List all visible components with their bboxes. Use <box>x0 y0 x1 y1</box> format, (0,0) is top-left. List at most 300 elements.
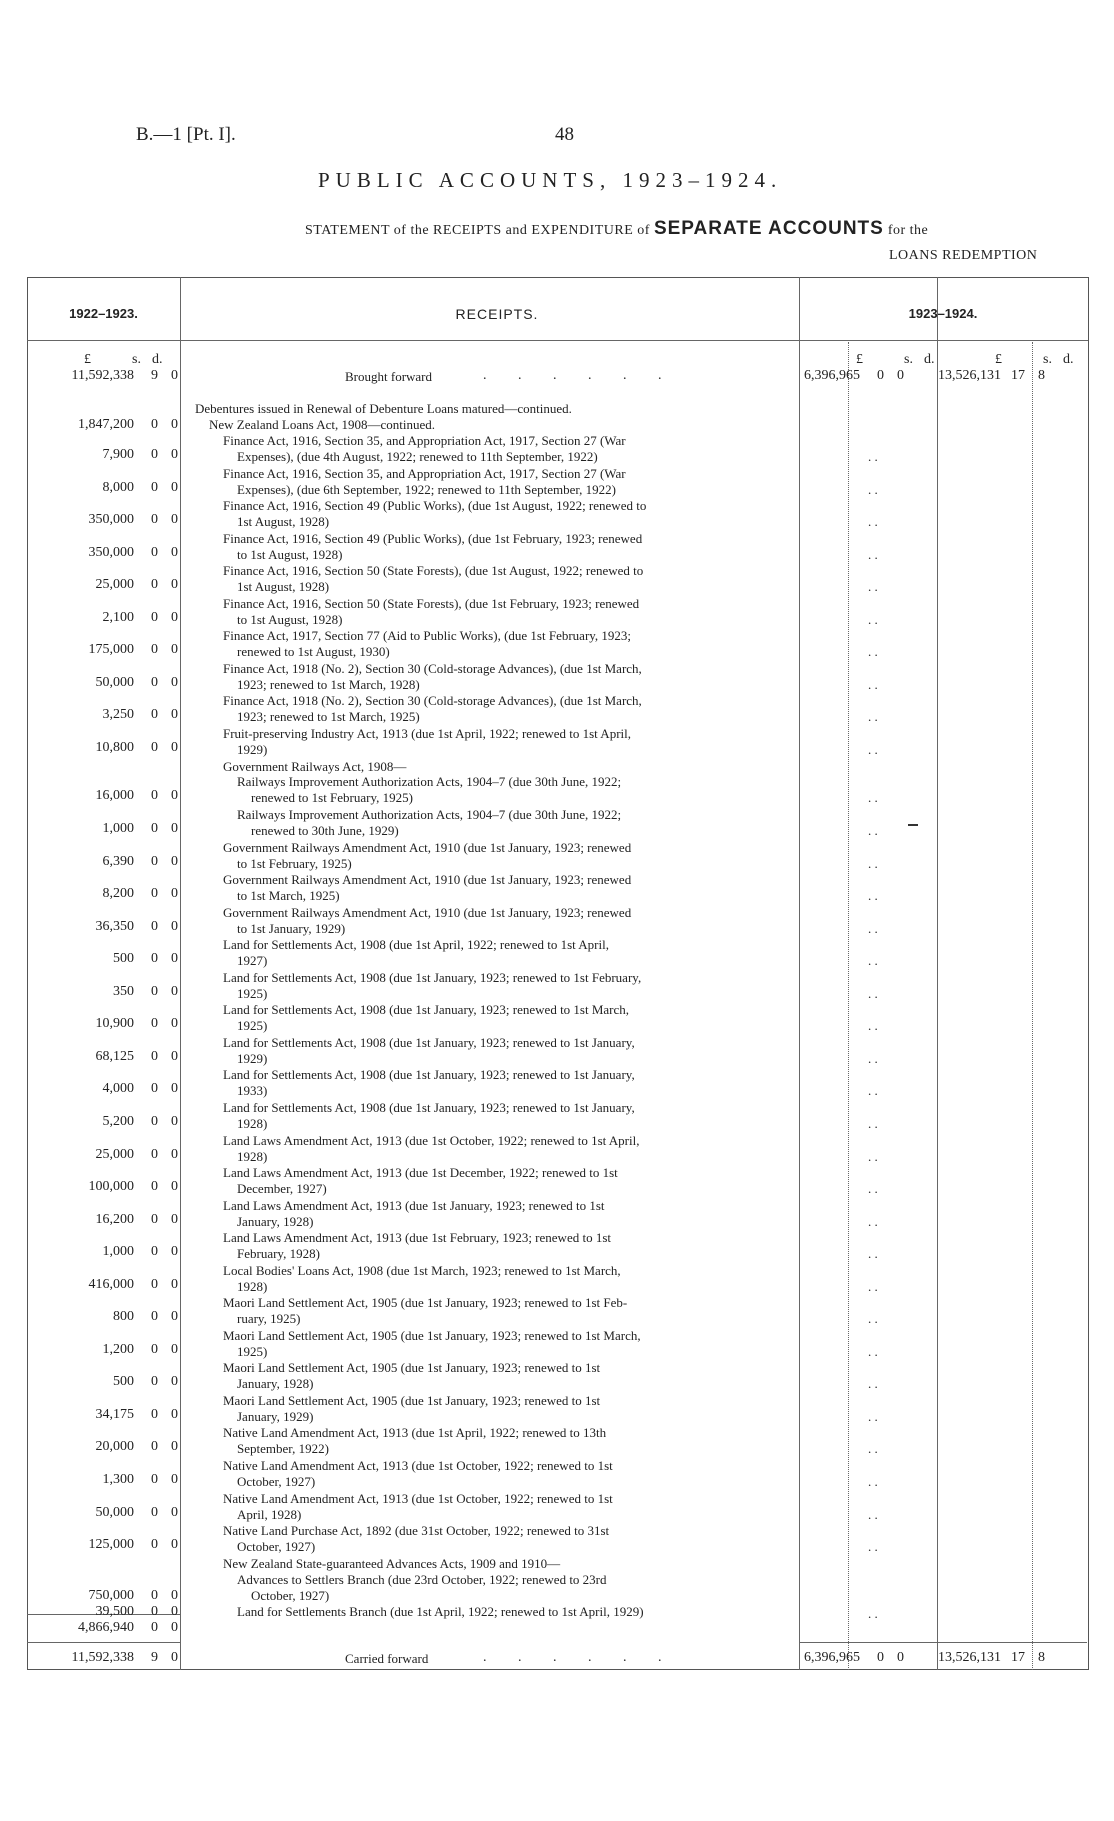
receipt-row <box>195 1458 787 1490</box>
brought-forward-mid-pounds: 6,396,965 <box>804 368 860 383</box>
receipt-row-line-a: Railways Improvement Authorization Acts, 1904–7 (due 30th June, 1922; <box>237 774 622 789</box>
receipt-row-line-a: Maori Land Settlement Act, 1905 (due 1st January, 1923; renewed to 1st Feb- <box>223 1295 628 1310</box>
receipt-row-marker: . . <box>868 1149 878 1164</box>
receipt-row-amount <box>30 1179 178 1195</box>
carried-forward-right-shillings: 17 <box>1011 1650 1025 1665</box>
receipt-row-line-b: 1923; renewed to 1st March, 1928) <box>237 677 420 692</box>
receipt-row-line-b: to 1st August, 1928) <box>237 612 343 627</box>
receipt-row <box>195 693 787 725</box>
receipt-row-marker: . . <box>868 709 878 724</box>
receipt-row <box>195 628 787 660</box>
receipt-row-amount-pounds: 10,900 <box>95 1016 134 1031</box>
receipt-row-amount-shillings: 0 <box>151 545 158 560</box>
receipt-row-line-a: Maori Land Settlement Act, 1905 (due 1st January, 1923; renewed to 1st <box>223 1393 601 1408</box>
receipt-row-line-a: Finance Act, 1916, Section 49 (Public Works), (due 1st August, 1922; renewed to <box>223 498 647 513</box>
brought-forward-right <box>897 368 1045 384</box>
receipt-row-amount-pence: 0 <box>171 854 178 869</box>
receipt-row-line-b: December, 1927) <box>237 1181 327 1196</box>
receipt-row-line-b: 1928) <box>237 1279 268 1294</box>
receipt-row-amount-shillings: 0 <box>151 919 158 934</box>
receipt-row <box>195 563 787 595</box>
receipt-row-amount <box>30 577 178 593</box>
nz-loans-total-pence: 0 <box>171 417 178 432</box>
receipt-row-amount-pence: 0 <box>171 984 178 999</box>
page-reference: B.—1 [Pt. I]. <box>136 124 236 145</box>
unit-pence-right: d. <box>1063 352 1074 367</box>
subtitle-post: for the <box>887 223 929 238</box>
receipt-row-amount-pence: 0 <box>171 1147 178 1162</box>
receipt-row-line-b: to 1st February, 1925) <box>237 856 352 871</box>
carried-forward-leader: . . . . . . <box>483 1650 676 1665</box>
subtitle-separate-accounts: SEPARATE ACCOUNTS <box>653 218 884 239</box>
receipt-row-amount <box>30 1374 178 1390</box>
receipt-row-marker: . . <box>868 1051 878 1066</box>
unit-pound-right: £ <box>995 352 1002 367</box>
advances-amount <box>30 1588 178 1604</box>
stray-dash-mark <box>908 824 918 826</box>
receipt-row-amount-pence: 0 <box>171 1505 178 1520</box>
receipt-row-marker: . . <box>868 888 878 903</box>
receipt-row-amount <box>30 1439 178 1455</box>
receipts-description <box>195 401 787 433</box>
receipt-row-line-a: Land for Settlements Act, 1908 (due 1st January, 1923; renewed to 1st January, <box>223 1100 635 1115</box>
receipt-row-amount <box>30 821 178 837</box>
receipt-row <box>195 905 787 937</box>
receipt-row-line-b: February, 1928) <box>237 1246 320 1261</box>
receipt-row-amount <box>30 1277 178 1293</box>
brought-forward-right-pence: 8 <box>1038 368 1045 383</box>
receipt-row-amount-pence: 0 <box>171 1537 178 1552</box>
receipt-row-amount-pounds: 16,000 <box>95 788 134 803</box>
receipt-row-line-a: Local Bodies' Loans Act, 1908 (due 1st March, 1923; renewed to 1st March, <box>223 1263 621 1278</box>
receipt-row-line-a: Land for Settlements Act, 1908 (due 1st January, 1923; renewed to 1st January, <box>223 1035 635 1050</box>
receipt-row <box>195 1263 787 1295</box>
receipt-row-marker: . . <box>868 612 878 627</box>
receipt-row-amount-shillings: 0 <box>151 480 158 495</box>
receipt-row-amount-pence: 0 <box>171 1114 178 1129</box>
receipt-row-amount-pence: 0 <box>171 545 178 560</box>
nz-guaranteed-heading: New Zealand State-guaranteed Advances Acts, 1909 and 1910— <box>223 1556 561 1571</box>
receipt-row-marker: . . <box>868 953 878 968</box>
receipt-row-line-a: Government Railways Amendment Act, 1910 (due 1st January, 1923; renewed <box>223 872 632 887</box>
receipt-row-line-a: Maori Land Settlement Act, 1905 (due 1st January, 1923; renewed to 1st <box>223 1360 601 1375</box>
receipt-row-marker: . . <box>868 921 878 936</box>
receipt-row-amount <box>30 1114 178 1130</box>
col-divider-right <box>937 277 938 1670</box>
receipt-row-amount-shillings: 0 <box>151 1081 158 1096</box>
receipt-row-amount-shillings: 0 <box>151 1016 158 1031</box>
receipt-row <box>195 726 787 758</box>
receipt-row-marker: . . <box>868 1409 878 1424</box>
receipt-row <box>195 1198 787 1230</box>
receipt-row-amount-shillings: 0 <box>151 1244 158 1259</box>
receipt-row-marker: . . <box>868 1214 878 1229</box>
receipt-row-marker: . . <box>868 790 878 805</box>
receipt-row-amount <box>30 1472 178 1488</box>
receipt-row-amount-pounds: 350,000 <box>88 545 134 560</box>
receipt-row <box>195 1393 787 1425</box>
receipt-row-amount-shillings: 0 <box>151 1212 158 1227</box>
receipt-row-amount-pounds: 175,000 <box>88 642 134 657</box>
receipt-row <box>195 1295 787 1327</box>
receipt-row-amount-pounds: 36,350 <box>95 919 134 934</box>
receipt-row-amount-pounds: 8,200 <box>102 886 134 901</box>
receipt-row-line-a: Maori Land Settlement Act, 1905 (due 1st January, 1923; renewed to 1st March, <box>223 1328 641 1343</box>
receipt-row-amount-pence: 0 <box>171 919 178 934</box>
receipt-row-line-a: Railways Improvement Authorization Acts, 1904–7 (due 30th June, 1922; <box>237 807 622 822</box>
receipt-row-amount-pounds: 350,000 <box>88 512 134 527</box>
receipt-row-amount-pounds: 50,000 <box>95 675 134 690</box>
carried-forward-left <box>30 1650 178 1666</box>
receipt-row-line-a: Finance Act, 1917, Section 77 (Aid to Public Works), (due 1st February, 1923; <box>223 628 632 643</box>
receipt-row-line-b: 1928) <box>237 1116 268 1131</box>
receipt-row-line-a: Fruit-preserving Industry Act, 1913 (due 1st April, 1922; renewed to 1st April, <box>223 726 632 741</box>
receipt-row-amount <box>30 1244 178 1260</box>
receipt-row-line-b: 1st August, 1928) <box>237 579 330 594</box>
carried-forward-label: Carried forward <box>345 1651 429 1666</box>
receipt-row <box>195 1328 787 1360</box>
brought-forward-left-pence: 0 <box>171 368 178 383</box>
receipt-row <box>195 1360 787 1392</box>
receipt-row-amount <box>30 886 178 902</box>
carried-forward-right-pence: 8 <box>1038 1650 1045 1665</box>
receipt-row-amount-shillings: 0 <box>151 577 158 592</box>
receipt-row-amount-shillings: 0 <box>151 512 158 527</box>
receipt-row-line-b: January, 1928) <box>237 1214 314 1229</box>
receipt-row-marker: . . <box>868 856 878 871</box>
receipt-row-amount-shillings: 0 <box>151 1114 158 1129</box>
receipt-row-amount-shillings: 0 <box>151 1472 158 1487</box>
receipt-row-amount <box>30 788 178 804</box>
receipt-row-amount-shillings: 0 <box>151 1179 158 1194</box>
receipt-row-amount-pence: 0 <box>171 675 178 690</box>
advances-amount-pence: 0 <box>171 1588 178 1603</box>
carried-forward-mid-shillings: 0 <box>877 1650 884 1665</box>
brought-forward-left-shillings: 9 <box>151 368 158 383</box>
receipt-row-amount-pounds: 4,000 <box>102 1081 134 1096</box>
receipt-row <box>195 970 787 1002</box>
unit-shilling-right: s. <box>1043 352 1052 367</box>
receipt-row-amount-pence: 0 <box>171 740 178 755</box>
receipt-row-amount-pounds: 50,000 <box>95 1505 134 1520</box>
receipt-row-amount-pence: 0 <box>171 788 178 803</box>
receipt-row-line-a: Finance Act, 1916, Section 50 (State Forests), (due 1st February, 1923; renewed <box>223 596 640 611</box>
receipt-row <box>195 1133 787 1165</box>
receipt-row-marker: . . <box>868 579 878 594</box>
brought-forward-mid-pence: 0 <box>897 368 904 383</box>
receipt-row <box>195 466 787 498</box>
receipt-row-marker: . . <box>868 1311 878 1326</box>
receipt-row-amount <box>30 675 178 691</box>
receipt-row <box>195 1491 787 1523</box>
receipt-row <box>195 1523 787 1555</box>
receipt-row-marker: . . <box>868 1116 878 1131</box>
receipt-row-marker: . . <box>868 1344 878 1359</box>
receipt-row-amount-pounds: 68,125 <box>95 1049 134 1064</box>
receipt-row-marker: . . <box>868 677 878 692</box>
receipt-row-amount <box>30 1016 178 1032</box>
receipt-row-amount-pence: 0 <box>171 1439 178 1454</box>
receipt-row-amount-pence: 0 <box>171 1277 178 1292</box>
brought-forward-label: Brought forward <box>345 369 433 384</box>
receipt-row-line-b: to 1st March, 1925) <box>237 888 340 903</box>
unit-pence-left: d. <box>152 352 163 367</box>
receipt-row <box>195 1067 787 1099</box>
receipt-row-line-b: 1929) <box>237 1051 268 1066</box>
receipt-row-amount <box>30 919 178 935</box>
receipt-row-amount-pounds: 16,200 <box>95 1212 134 1227</box>
receipt-row-amount-shillings: 0 <box>151 854 158 869</box>
receipt-row-amount-pounds: 125,000 <box>88 1537 134 1552</box>
right-year-heading: 1923–1924. <box>908 306 978 321</box>
receipt-row-marker: . . <box>868 1474 878 1489</box>
receipt-row-amount-pence: 0 <box>171 1374 178 1389</box>
receipt-row-amount-pence: 0 <box>171 821 178 836</box>
land-branch-amount-pence: 0 <box>171 1604 178 1619</box>
receipt-row-line-b: September, 1922) <box>237 1441 329 1456</box>
receipt-row-amount-pounds: 25,000 <box>95 1147 134 1162</box>
receipt-row-line-b: October, 1927) <box>237 1474 316 1489</box>
receipt-row-amount <box>30 1049 178 1065</box>
receipts-heading: RECEIPTS. <box>455 306 539 322</box>
receipt-row-amount <box>30 1505 178 1521</box>
receipt-row-marker: . . <box>868 1083 878 1098</box>
receipt-row-line-a: Finance Act, 1916, Section 50 (State Forests), (due 1st August, 1922; renewed to <box>223 563 644 578</box>
receipt-row-amount <box>30 707 178 723</box>
col-divider-sterling <box>848 342 849 1670</box>
receipt-row-marker: . . <box>868 547 878 562</box>
receipt-row-amount-pence: 0 <box>171 1081 178 1096</box>
receipt-row-line-b: 1929) <box>237 742 268 757</box>
receipt-row-marker: . . <box>868 644 878 659</box>
brought-forward-left-pounds: 11,592,338 <box>71 368 134 383</box>
receipt-row-line-b: April, 1928) <box>237 1507 302 1522</box>
receipt-row <box>195 1035 787 1067</box>
receipt-row-amount-pounds: 7,900 <box>102 447 134 462</box>
receipt-row-line-b: January, 1928) <box>237 1376 314 1391</box>
receipt-row-amount-pence: 0 <box>171 577 178 592</box>
nz-loans-total <box>30 417 178 433</box>
subtotal-amount-pence: 0 <box>171 1620 178 1635</box>
receipt-row-line-a: Finance Act, 1916, Section 49 (Public Works), (due 1st February, 1923; renewed <box>223 531 643 546</box>
receipt-row-amount-shillings: 0 <box>151 1147 158 1162</box>
receipt-row-amount-pounds: 5,200 <box>102 1114 134 1129</box>
carried-forward-mid <box>756 1650 904 1666</box>
receipt-row-marker: . . <box>868 482 878 497</box>
receipt-row-marker: . . <box>868 1507 878 1522</box>
subtitle-pre: STATEMENT of the RECEIPTS and EXPENDITURE of <box>305 223 650 238</box>
receipt-row-amount-pounds: 500 <box>113 1374 134 1389</box>
receipt-row-amount-pounds: 8,000 <box>102 480 134 495</box>
receipt-row-amount-shillings: 0 <box>151 821 158 836</box>
receipt-row-amount-pounds: 1,000 <box>102 1244 134 1259</box>
receipt-row-line-b: 1933) <box>237 1083 268 1098</box>
receipt-row-amount-shillings: 0 <box>151 447 158 462</box>
receipt-row-amount <box>30 480 178 496</box>
receipt-row-amount <box>30 1342 178 1358</box>
receipt-row-amount-shillings: 0 <box>151 951 158 966</box>
receipt-row-amount <box>30 545 178 561</box>
receipt-row-line-a: Land for Settlements Act, 1908 (due 1st January, 1923; renewed to 1st January, <box>223 1067 635 1082</box>
gov-railways-heading: Government Railways Act, 1908— <box>223 758 407 774</box>
receipt-row-line-a: Land Laws Amendment Act, 1913 (due 1st October, 1922; renewed to 1st April, <box>223 1133 640 1148</box>
receipt-row-amount-pounds: 800 <box>113 1309 134 1324</box>
receipt-row-amount-pounds: 34,175 <box>95 1407 134 1422</box>
receipt-row-line-b: to 1st January, 1929) <box>237 921 346 936</box>
advances-amount-shillings: 0 <box>151 1588 158 1603</box>
receipt-row-line-b: Expenses), (due 6th September, 1922; renewed to 11th September, 1922) <box>237 482 616 497</box>
receipt-row-line-a: Finance Act, 1918 (No. 2), Section 30 (Cold-storage Advances), (due 1st March, <box>223 693 642 708</box>
receipt-row-amount-pounds: 350 <box>113 984 134 999</box>
receipt-row-amount-shillings: 0 <box>151 642 158 657</box>
receipt-row-line-b: 1st August, 1928) <box>237 514 330 529</box>
receipt-row-line-b: Expenses), (due 4th August, 1922; renewed to 11th September, 1922) <box>237 449 598 464</box>
receipt-row-amount <box>30 1081 178 1097</box>
receipt-row-line-a: Government Railways Amendment Act, 1910 (due 1st January, 1923; renewed <box>223 905 632 920</box>
receipt-row <box>195 498 787 530</box>
carried-forward-left-pence: 0 <box>171 1650 178 1665</box>
unit-pence-mid: d. <box>924 352 935 367</box>
receipt-row-amount-pounds: 500 <box>113 951 134 966</box>
nz-loans-total-shillings: 0 <box>151 417 158 432</box>
receipt-row <box>195 1165 787 1197</box>
advances-line-b: October, 1927) <box>251 1588 330 1603</box>
receipt-row-marker: . . <box>868 449 878 464</box>
receipt-row-amount-pounds: 10,800 <box>95 740 134 755</box>
receipt-row-line-b: renewed to 30th June, 1929) <box>251 823 399 838</box>
receipt-row <box>195 433 787 465</box>
land-branch-marker: . . <box>868 1606 878 1621</box>
receipt-row-amount-pence: 0 <box>171 1212 178 1227</box>
carried-forward-mid-pounds: 6,396,965 <box>804 1650 860 1665</box>
unit-shilling-left: s. <box>132 352 141 367</box>
receipt-row <box>195 1230 787 1262</box>
receipt-row-amount-pence: 0 <box>171 512 178 527</box>
receipt-row-line-a: Government Railways Amendment Act, 1910 (due 1st January, 1923; renewed <box>223 840 632 855</box>
receipt-row-line-b: October, 1927) <box>237 1539 316 1554</box>
carried-forward-right-pounds: 13,526,131 <box>938 1650 1001 1665</box>
advances-line-a: Advances to Settlers Branch (due 23rd October, 1922; renewed to 23rd <box>237 1572 607 1587</box>
land-branch-amount-shillings: 0 <box>151 1604 158 1619</box>
receipt-row-line-a: Finance Act, 1918 (No. 2), Section 30 (Cold-storage Advances), (due 1st March, <box>223 661 642 676</box>
receipt-row-line-a: Native Land Amendment Act, 1913 (due 1st April, 1922; renewed to 13th <box>223 1425 607 1440</box>
receipt-row-amount-shillings: 0 <box>151 675 158 690</box>
receipt-row-line-b: renewed to 1st February, 1925) <box>251 790 413 805</box>
receipt-row-amount-pence: 0 <box>171 480 178 495</box>
receipt-row-amount <box>30 854 178 870</box>
receipt-row-amount-pence: 0 <box>171 886 178 901</box>
brought-forward-leader: . . . . . . <box>483 368 676 383</box>
page-title: PUBLIC ACCOUNTS, 1923–1924. <box>318 168 783 192</box>
section-heading: Debentures issued in Renewal of Debenture Loans matured—continued. <box>195 401 572 416</box>
page-number: 48 <box>555 124 574 145</box>
receipt-row-marker: . . <box>868 514 878 529</box>
unit-pound-left: £ <box>84 352 91 367</box>
receipt-row <box>195 937 787 969</box>
carried-forward-mid-pence: 0 <box>897 1650 904 1665</box>
header-rule <box>27 340 1088 341</box>
receipt-row-marker: . . <box>868 986 878 1001</box>
receipt-row <box>195 840 787 872</box>
receipt-row-amount-pence: 0 <box>171 1407 178 1422</box>
receipt-row-amount-pounds: 1,300 <box>102 1472 134 1487</box>
receipt-row-line-b: ruary, 1925) <box>237 1311 301 1326</box>
receipt-row-amount <box>30 1147 178 1163</box>
receipt-row-amount-shillings: 0 <box>151 1537 158 1552</box>
receipt-row-line-b: to 1st August, 1928) <box>237 547 343 562</box>
receipt-row <box>195 596 787 628</box>
subtotal-rule-bottom <box>27 1642 180 1643</box>
account-name: LOANS REDEMPTION <box>889 248 1038 263</box>
nz-loans-act-heading: New Zealand Loans Act, 1908—continued. <box>209 417 435 432</box>
unit-pound-mid: £ <box>856 352 863 367</box>
brought-forward-mid-shillings: 0 <box>877 368 884 383</box>
brought-forward-right-pounds: 13,526,131 <box>938 368 1001 383</box>
receipt-row-amount <box>30 642 178 658</box>
receipt-row-line-a: Land Laws Amendment Act, 1913 (due 1st January, 1923; renewed to 1st <box>223 1198 605 1213</box>
carried-rule-right <box>937 1642 1087 1643</box>
receipt-row-marker: . . <box>868 823 878 838</box>
col-divider-sterling-right <box>1032 342 1033 1670</box>
receipt-row-amount-pence: 0 <box>171 1472 178 1487</box>
receipt-row-line-b: 1923; renewed to 1st March, 1925) <box>237 709 420 724</box>
receipt-row-line-b: January, 1929) <box>237 1409 314 1424</box>
receipt-row-amount <box>30 1212 178 1228</box>
receipt-row-amount-pence: 0 <box>171 1309 178 1324</box>
receipt-row-amount <box>30 984 178 1000</box>
receipt-row <box>195 1100 787 1132</box>
receipt-row-line-b: 1928) <box>237 1149 268 1164</box>
receipt-row <box>195 807 787 839</box>
receipt-row-amount-shillings: 0 <box>151 1049 158 1064</box>
subtotal-amount <box>30 1620 178 1636</box>
receipt-row-amount-pounds: 25,000 <box>95 577 134 592</box>
subtotal-amount-pounds: 4,866,940 <box>78 1620 134 1635</box>
receipt-row-amount-pence: 0 <box>171 642 178 657</box>
receipt-row-marker: . . <box>868 1376 878 1391</box>
receipt-row-amount-pounds: 416,000 <box>88 1277 134 1292</box>
receipt-row-amount-shillings: 0 <box>151 1342 158 1357</box>
receipt-row-line-a: Finance Act, 1916, Section 35, and Appropriation Act, 1917, Section 27 (War <box>223 433 626 448</box>
statement-subtitle <box>305 218 928 240</box>
receipt-row-amount-shillings: 0 <box>151 984 158 999</box>
carried-forward-left-shillings: 9 <box>151 1650 158 1665</box>
receipt-row <box>195 531 787 563</box>
receipt-row-amount-pounds: 20,000 <box>95 1439 134 1454</box>
subtotal-amount-shillings: 0 <box>151 1620 158 1635</box>
receipt-row-marker: . . <box>868 1246 878 1261</box>
receipt-row-amount-shillings: 0 <box>151 707 158 722</box>
receipt-row-amount <box>30 951 178 967</box>
receipt-row-line-b: 1927) <box>237 953 268 968</box>
receipt-row-line-a: Land Laws Amendment Act, 1913 (due 1st February, 1923; renewed to 1st <box>223 1230 611 1245</box>
brought-forward-right-shillings: 17 <box>1011 368 1025 383</box>
receipt-row-amount <box>30 1309 178 1325</box>
receipt-row-line-a: Land for Settlements Act, 1908 (due 1st January, 1923; renewed to 1st March, <box>223 1002 630 1017</box>
receipt-row <box>195 774 787 806</box>
receipt-row-amount-shillings: 0 <box>151 1439 158 1454</box>
receipt-row-amount <box>30 610 178 626</box>
receipt-row-amount-shillings: 0 <box>151 1309 158 1324</box>
receipt-row-marker: . . <box>868 1441 878 1456</box>
receipt-row-amount <box>30 740 178 756</box>
unit-shilling-mid: s. <box>904 352 913 367</box>
receipt-row <box>195 872 787 904</box>
receipt-row-amount-pence: 0 <box>171 1179 178 1194</box>
receipt-row-amount <box>30 447 178 463</box>
receipt-row-marker: . . <box>868 742 878 757</box>
receipt-row-line-b: 1925) <box>237 1344 268 1359</box>
